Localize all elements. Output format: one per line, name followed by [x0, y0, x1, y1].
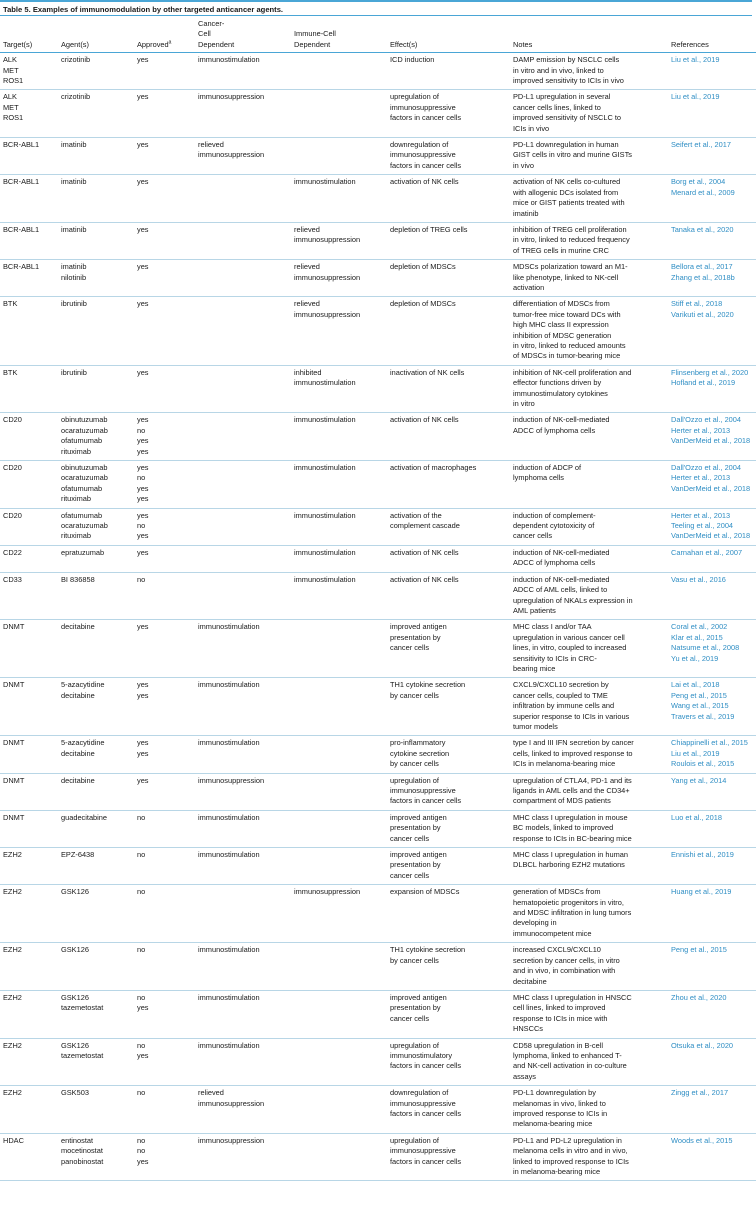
cell-notes: activation of NK cells co-cultured with allogenic DCs isolated from mice or GIST patients treated with imatinib	[510, 175, 668, 223]
cell-target: EZH2	[0, 885, 58, 943]
cell-notes: PD-L1 upregulation in several cancer cells lines, linked to improved sensitivity of NSCLC to ICIs in vivo	[510, 90, 668, 138]
table-row	[0, 365, 756, 413]
cell-agent: BI 836858	[58, 572, 134, 620]
table-header-row	[0, 17, 756, 53]
cell-references[interactable]: Woods et al., 2015	[668, 1133, 756, 1181]
cell-immune-dependent	[291, 1038, 387, 1086]
table-row	[0, 1133, 756, 1181]
cell-effects: activation of the complement cascade	[387, 508, 510, 545]
cell-agent: entinostat mocetinostat panobinostat	[58, 1133, 134, 1181]
cell-immune-dependent: relieved immunosuppression	[291, 222, 387, 259]
cell-notes: PD-L1 downregulation by melanomas in vivo, linked to improved response to ICIs in melanoma-bearing mice	[510, 1086, 668, 1134]
cell-agent: obinutuzumab ocaratuzumab ofatumumab rituximab	[58, 461, 134, 509]
cell-immune-dependent: immunostimulation	[291, 175, 387, 223]
cell-immune-dependent: immunostimulation	[291, 413, 387, 461]
cell-references[interactable]: Chiappinelli et al., 2015 Liu et al., 2019 Roulois et al., 2015	[668, 736, 756, 773]
cell-agent: decitabine	[58, 773, 134, 810]
cell-cancer-dependent	[195, 297, 291, 365]
cell-immune-dependent	[291, 1133, 387, 1181]
cell-references[interactable]: Yang et al., 2014	[668, 773, 756, 810]
cell-target: DNMT	[0, 620, 58, 678]
table-row	[0, 572, 756, 620]
table-row	[0, 545, 756, 572]
cell-immune-dependent	[291, 943, 387, 991]
cell-notes: PD-L1 downregulation in human GIST cells in vitro and murine GISTs in vivo	[510, 138, 668, 175]
cell-references[interactable]: Liu et al., 2019	[668, 53, 756, 90]
cell-agent: decitabine	[58, 620, 134, 678]
cell-cancer-dependent: relieved immunosuppression	[195, 1086, 291, 1134]
cell-notes: induction of NK-cell-mediated ADCC of AML cells, linked to upregulation of NKALs expression in AML patients	[510, 572, 668, 620]
table-row	[0, 848, 756, 885]
cell-agent: epratuzumab	[58, 545, 134, 572]
cell-agent: ibrutinib	[58, 297, 134, 365]
cell-references[interactable]: Borg et al., 2004 Menard et al., 2009	[668, 175, 756, 223]
cell-approved: yes yes	[134, 736, 195, 773]
cell-notes: MHC class I and/or TAA upregulation in various cancer cell lines, in vitro, coupled to increased sensitivity to ICIs in CRC- bearing mice	[510, 620, 668, 678]
cell-immune-dependent: immunosuppression	[291, 885, 387, 943]
cell-references[interactable]: Zingg et al., 2017	[668, 1086, 756, 1134]
cell-notes: differentiation of MDSCs from tumor-free mice toward DCs with high MHC class II expression inhibition of MDSC generation in vitro, linked to reduced amounts of MDSCs in tumor-bearing mice	[510, 297, 668, 365]
cell-cancer-dependent: relieved immunosuppression	[195, 138, 291, 175]
cell-immune-dependent	[291, 138, 387, 175]
cell-notes: induction of NK-cell-mediated ADCC of lymphoma cells	[510, 545, 668, 572]
header-target: Target(s)	[0, 17, 58, 53]
cell-approved: no	[134, 943, 195, 991]
cell-notes: CXCL9/CXCL10 secretion by cancer cells, coupled to TME infiltration by immune cells and superior response to ICIs in various tumor models	[510, 678, 668, 736]
cell-approved: yes	[134, 175, 195, 223]
cell-references[interactable]: Liu et al., 2019	[668, 90, 756, 138]
cell-immune-dependent	[291, 736, 387, 773]
cell-approved: no	[134, 1086, 195, 1134]
cell-target: BTK	[0, 297, 58, 365]
cell-effects: inactivation of NK cells	[387, 365, 510, 413]
cell-target: DNMT	[0, 736, 58, 773]
cell-agent: GSK126 tazemetostat	[58, 990, 134, 1038]
cell-cancer-dependent	[195, 572, 291, 620]
cell-agent: imatinib	[58, 222, 134, 259]
table-row	[0, 678, 756, 736]
cell-notes: inhibition of NK-cell proliferation and effector functions driven by immunostimulatory cytokines in vitro	[510, 365, 668, 413]
cell-cancer-dependent	[195, 461, 291, 509]
cell-target: CD20	[0, 508, 58, 545]
cell-target: EZH2	[0, 943, 58, 991]
cell-target: BCR-ABL1	[0, 138, 58, 175]
cell-approved: no	[134, 810, 195, 847]
cell-notes: type I and III IFN secretion by cancer cells, linked to improved response to ICIs in melanoma-bearing mice	[510, 736, 668, 773]
cell-cancer-dependent: immunostimulation	[195, 848, 291, 885]
cell-effects: ICD induction	[387, 53, 510, 90]
cell-agent: GSK126 tazemetostat	[58, 1038, 134, 1086]
cell-notes: PD-L1 and PD-L2 upregulation in melanoma cells in vitro and in vivo, linked to improved response to ICIs in melanoma-bearing mice	[510, 1133, 668, 1181]
cell-references[interactable]: Coral et al., 2002 Klar et al., 2015 Natsume et al., 2008 Yu et al., 2019	[668, 620, 756, 678]
cell-target: EZH2	[0, 1086, 58, 1134]
cell-immune-dependent	[291, 678, 387, 736]
cell-target: ALK MET ROS1	[0, 53, 58, 90]
immunomodulation-table	[0, 17, 756, 1181]
cell-effects: improved antigen presentation by cancer cells	[387, 620, 510, 678]
cell-immune-dependent	[291, 90, 387, 138]
cell-immune-dependent: immunostimulation	[291, 508, 387, 545]
cell-references[interactable]: Bellora et al., 2017 Zhang et al., 2018b	[668, 260, 756, 297]
cell-immune-dependent	[291, 1086, 387, 1134]
cell-references[interactable]: Seifert et al., 2017	[668, 138, 756, 175]
cell-effects: depletion of MDSCs	[387, 297, 510, 365]
cell-effects: improved antigen presentation by cancer cells	[387, 810, 510, 847]
cell-cancer-dependent	[195, 508, 291, 545]
cell-approved: yes	[134, 90, 195, 138]
cell-approved: no	[134, 885, 195, 943]
cell-cancer-dependent	[195, 222, 291, 259]
cell-approved: no	[134, 848, 195, 885]
cell-cancer-dependent	[195, 413, 291, 461]
cell-target: BCR-ABL1	[0, 175, 58, 223]
cell-immune-dependent: immunostimulation	[291, 461, 387, 509]
table-row	[0, 138, 756, 175]
table-row	[0, 943, 756, 991]
cell-target: BCR-ABL1	[0, 260, 58, 297]
cell-effects: depletion of MDSCs	[387, 260, 510, 297]
cell-cancer-dependent: immunostimulation	[195, 620, 291, 678]
cell-target: EZH2	[0, 1038, 58, 1086]
cell-target: BTK	[0, 365, 58, 413]
header-approved-footnote-mark: a	[168, 39, 172, 46]
cell-approved: yes yes	[134, 678, 195, 736]
header-effects: Effect(s)	[387, 17, 510, 53]
cell-target: DNMT	[0, 773, 58, 810]
table-row	[0, 1038, 756, 1086]
header-approved-label: Approved	[137, 39, 169, 49]
cell-effects: pro-inflammatory cytokine secretion by cancer cells	[387, 736, 510, 773]
cell-agent: GSK503	[58, 1086, 134, 1134]
cell-approved: yes	[134, 620, 195, 678]
cell-approved: yes no yes yes	[134, 413, 195, 461]
cell-references[interactable]: Ennishi et al., 2019	[668, 848, 756, 885]
cell-notes: MHC class I upregulation in HNSCC cell lines, linked to improved response to ICIs in mice with HNSCCs	[510, 990, 668, 1038]
cell-approved: yes	[134, 545, 195, 572]
cell-approved: yes	[134, 53, 195, 90]
cell-agent: EPZ-6438	[58, 848, 134, 885]
cell-effects: depletion of TREG cells	[387, 222, 510, 259]
cell-references[interactable]: Stiff et al., 2018 Varikuti et al., 2020	[668, 297, 756, 365]
cell-effects: activation of NK cells	[387, 545, 510, 572]
cell-target: CD33	[0, 572, 58, 620]
table-row	[0, 508, 756, 545]
table-row	[0, 1086, 756, 1134]
cell-effects: downregulation of immunosuppressive factors in cancer cells	[387, 138, 510, 175]
cell-approved: no	[134, 572, 195, 620]
cell-notes: MDSCs polarization toward an M1- like phenotype, linked to NK-cell activation	[510, 260, 668, 297]
cell-agent: obinutuzumab ocaratuzumab ofatumumab rituximab	[58, 413, 134, 461]
header-references: References	[668, 17, 756, 53]
cell-references[interactable]: Zhou et al., 2020	[668, 990, 756, 1038]
cell-cancer-dependent	[195, 260, 291, 297]
cell-agent: 5-azacytidine decitabine	[58, 678, 134, 736]
cell-target: HDAC	[0, 1133, 58, 1181]
cell-references[interactable]: Peng et al., 2015	[668, 943, 756, 991]
table-row	[0, 90, 756, 138]
cell-effects: TH1 cytokine secretion by cancer cells	[387, 678, 510, 736]
cell-approved: yes	[134, 138, 195, 175]
cell-notes: DAMP emission by NSCLC cells in vitro and in vivo, linked to improved sensitivity to ICIs in vivo	[510, 53, 668, 90]
cell-agent: guadecitabine	[58, 810, 134, 847]
cell-cancer-dependent	[195, 175, 291, 223]
cell-agent: crizotinib	[58, 53, 134, 90]
table-row	[0, 620, 756, 678]
header-agent: Agent(s)	[58, 17, 134, 53]
cell-immune-dependent	[291, 848, 387, 885]
cell-effects: activation of NK cells	[387, 175, 510, 223]
cell-references[interactable]: Flinsenberg et al., 2020 Hofland et al., 2019	[668, 365, 756, 413]
cell-effects: upregulation of immunosuppressive factors in cancer cells	[387, 773, 510, 810]
cell-effects: downregulation of immunosuppressive factors in cancer cells	[387, 1086, 510, 1134]
cell-approved: yes	[134, 365, 195, 413]
cell-cancer-dependent	[195, 365, 291, 413]
table-row	[0, 461, 756, 509]
cell-cancer-dependent	[195, 885, 291, 943]
table-row	[0, 773, 756, 810]
cell-effects: improved antigen presentation by cancer cells	[387, 990, 510, 1038]
cell-immune-dependent: immunostimulation	[291, 545, 387, 572]
cell-cancer-dependent: immunostimulation	[195, 810, 291, 847]
table-row	[0, 297, 756, 365]
cell-target: CD20	[0, 461, 58, 509]
header-notes: Notes	[510, 17, 668, 53]
cell-target: CD22	[0, 545, 58, 572]
cell-cancer-dependent: immunostimulation	[195, 990, 291, 1038]
cell-effects: activation of NK cells	[387, 572, 510, 620]
cell-references[interactable]: Dall'Ozzo et al., 2004 Herter et al., 2013 VanDerMeid et al., 2018	[668, 413, 756, 461]
cell-agent: GSK126	[58, 943, 134, 991]
cell-immune-dependent: inhibited immunostimulation	[291, 365, 387, 413]
cell-approved: no yes	[134, 990, 195, 1038]
cell-immune-dependent	[291, 773, 387, 810]
table-row	[0, 222, 756, 259]
cell-cancer-dependent: immunosuppression	[195, 1133, 291, 1181]
cell-notes: induction of NK-cell-mediated ADCC of lymphoma cells	[510, 413, 668, 461]
cell-target: EZH2	[0, 848, 58, 885]
cell-approved: yes	[134, 260, 195, 297]
cell-references[interactable]: Huang et al., 2019	[668, 885, 756, 943]
cell-effects: activation of NK cells	[387, 413, 510, 461]
cell-approved: yes	[134, 222, 195, 259]
cell-immune-dependent	[291, 990, 387, 1038]
table-row	[0, 990, 756, 1038]
cell-references[interactable]: Vasu et al., 2016	[668, 572, 756, 620]
cell-immune-dependent: relieved immunosuppression	[291, 260, 387, 297]
cell-cancer-dependent: immunosuppression	[195, 90, 291, 138]
cell-immune-dependent	[291, 810, 387, 847]
cell-effects: activation of macrophages	[387, 461, 510, 509]
table-row	[0, 413, 756, 461]
cell-references[interactable]: Otsuka et al., 2020	[668, 1038, 756, 1086]
cell-immune-dependent	[291, 620, 387, 678]
cell-cancer-dependent: immunostimulation	[195, 943, 291, 991]
cell-references[interactable]: Dall'Ozzo et al., 2004 Herter et al., 2013 VanDerMeid et al., 2018	[668, 461, 756, 509]
cell-agent: ibrutinib	[58, 365, 134, 413]
cell-approved: yes no yes	[134, 508, 195, 545]
cell-effects: TH1 cytokine secretion by cancer cells	[387, 943, 510, 991]
table-row	[0, 736, 756, 773]
cell-notes: inhibition of TREG cell proliferation in vitro, linked to reduced frequency of TREG cells in murine CRC	[510, 222, 668, 259]
cell-agent: crizotinib	[58, 90, 134, 138]
cell-agent: ofatumumab ocaratuzumab rituximab	[58, 508, 134, 545]
cell-cancer-dependent	[195, 545, 291, 572]
cell-agent: imatinib	[58, 138, 134, 175]
cell-target: DNMT	[0, 810, 58, 847]
cell-approved: no yes	[134, 1038, 195, 1086]
cell-notes: upregulation of CTLA4, PD-1 and its ligands in AML cells and the CD34+ compartment of MDS patients	[510, 773, 668, 810]
cell-agent: imatinib nilotinib	[58, 260, 134, 297]
cell-notes: CD58 upregulation in B-cell lymphoma, linked to enhanced T- and NK-cell activation in co-culture assays	[510, 1038, 668, 1086]
cell-cancer-dependent: immunostimulation	[195, 1038, 291, 1086]
cell-immune-dependent: immunostimulation	[291, 572, 387, 620]
cell-approved: yes no yes yes	[134, 461, 195, 509]
cell-references[interactable]: Luo et al., 2018	[668, 810, 756, 847]
cell-effects: expansion of MDSCs	[387, 885, 510, 943]
cell-cancer-dependent: immunostimulation	[195, 678, 291, 736]
table-row	[0, 810, 756, 847]
cell-agent: 5-azacytidine decitabine	[58, 736, 134, 773]
cell-immune-dependent	[291, 53, 387, 90]
cell-approved: yes	[134, 773, 195, 810]
cell-target: CD20	[0, 413, 58, 461]
cell-approved: no no yes	[134, 1133, 195, 1181]
cell-notes: MHC class I upregulation in human DLBCL harboring EZH2 mutations	[510, 848, 668, 885]
cell-notes: induction of complement- dependent cytotoxicity of cancer cells	[510, 508, 668, 545]
table-body	[0, 53, 756, 1181]
table-row	[0, 885, 756, 943]
cell-agent: imatinib	[58, 175, 134, 223]
cell-cancer-dependent: immunostimulation	[195, 736, 291, 773]
cell-notes: increased CXCL9/CXCL10 secretion by cancer cells, in vitro and in vivo, in combination with decitabine	[510, 943, 668, 991]
table-caption: Table 5. Examples of immunomodulation by other targeted anticancer agents.	[0, 0, 752, 16]
cell-target: ALK MET ROS1	[0, 90, 58, 138]
cell-effects: upregulation of immunostimulatory factors in cancer cells	[387, 1038, 510, 1086]
cell-notes: generation of MDSCs from hematopoietic progenitors in vitro, and MDSC infiltration in lung tumors developing in immunocompetent mice	[510, 885, 668, 943]
cell-notes: MHC class I upregulation in mouse BC models, linked to improved response to ICIs in BC-bearing mice	[510, 810, 668, 847]
cell-cancer-dependent: immunosuppression	[195, 773, 291, 810]
cell-references[interactable]: Tanaka et al., 2020	[668, 222, 756, 259]
table-row	[0, 260, 756, 297]
cell-target: BCR-ABL1	[0, 222, 58, 259]
cell-approved: yes	[134, 297, 195, 365]
cell-references[interactable]: Herter et al., 2013 Teeling et al., 2004 VanDerMeid et al., 2018	[668, 508, 756, 545]
cell-target: DNMT	[0, 678, 58, 736]
cell-immune-dependent: relieved immunosuppression	[291, 297, 387, 365]
header-cancer-dependent: Cancer- Cell Dependent	[195, 17, 291, 53]
cell-notes: induction of ADCP of lymphoma cells	[510, 461, 668, 509]
cell-references[interactable]: Lai et al., 2018 Peng et al., 2015 Wang et al., 2015 Travers et al., 2019	[668, 678, 756, 736]
cell-agent: GSK126	[58, 885, 134, 943]
cell-target: EZH2	[0, 990, 58, 1038]
cell-references[interactable]: Carnahan et al., 2007	[668, 545, 756, 572]
cell-effects: upregulation of immunosuppressive factors in cancer cells	[387, 90, 510, 138]
table-row	[0, 175, 756, 223]
cell-cancer-dependent: immunostimulation	[195, 53, 291, 90]
table-row	[0, 53, 756, 90]
cell-effects: upregulation of immunosuppressive factors in cancer cells	[387, 1133, 510, 1181]
header-immune-dependent: Immune-Cell Dependent	[291, 17, 387, 53]
header-approved	[134, 17, 195, 53]
cell-effects: improved antigen presentation by cancer cells	[387, 848, 510, 885]
